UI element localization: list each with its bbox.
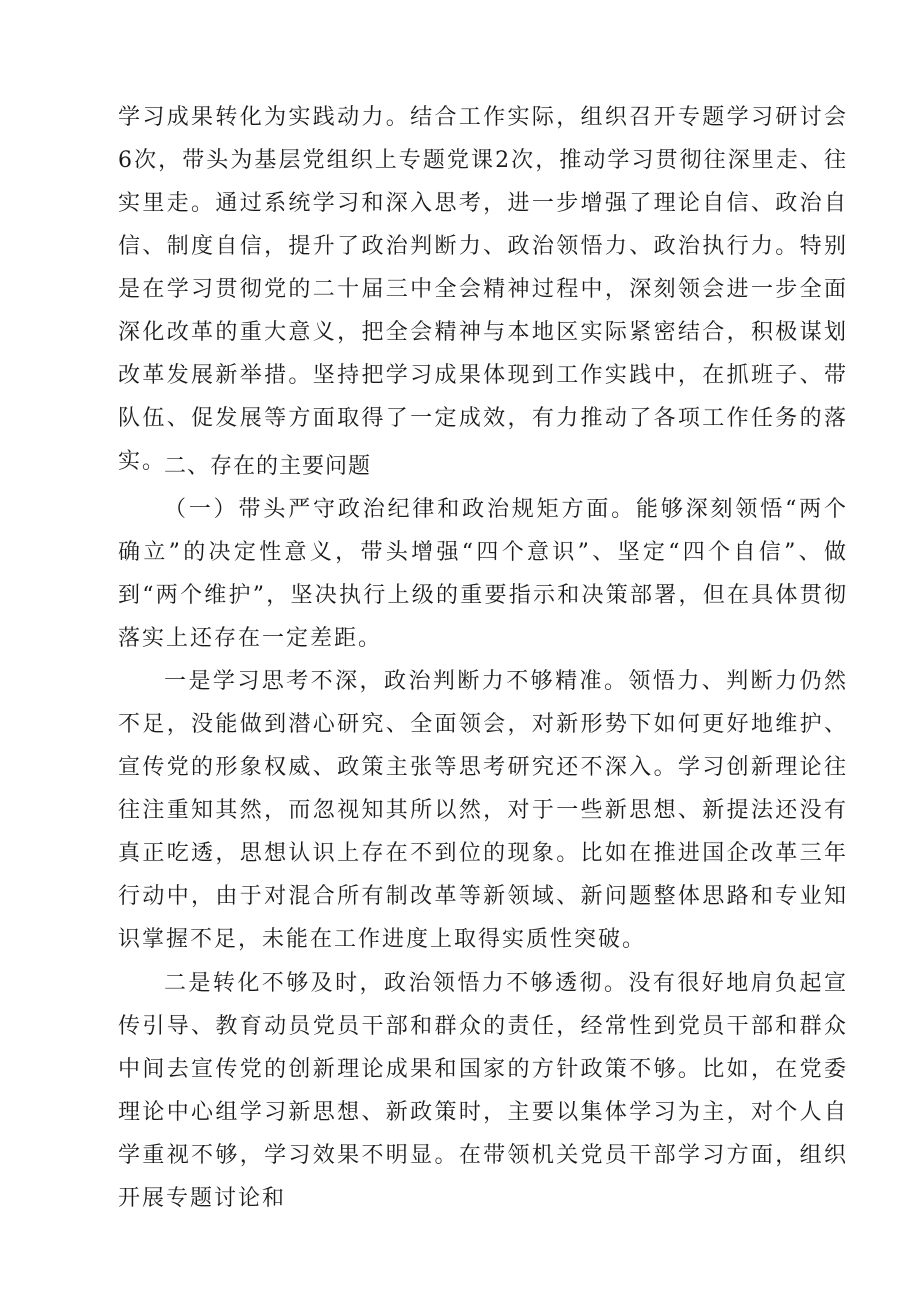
paragraph-point-two: 二是转化不够及时，政治领悟力不够透彻。没有很好地肩负起宣传引导、教育动员党员干部和群众的责任，经常性到党员干部和群众中间去宣传党的创新理论成果和国家的方针政策不够。比如，在党委理论中心组学习新思想、新政策时，主要以集体学习为主，对个人自学重视不够，学习效果不明显。在带领机关党员干部学习方面，组织开展专题讨论和 [118,971,848,1211]
text-block-point-two [118,962,848,1220]
paragraph-point-one: 一是学习思考不深，政治判断力不够精准。领悟力、判断力仍然不足，没能做到潜心研究、全面领会，对新形势下如何更好地维护、宣传党的形象权威、政策主张等思考研究还不深入。学习创新理论往往注重知其然，而忽视知其所以然，对于一些新思想、新提法还没有真正吃透，思想认识上存在不到位的现象。比如在推进国企改革三年行动中，由于对混合所有制改革等新领域、新问题整体思路和专业知识掌握不足，未能在工作进度上取得实质性突破。 [118,669,848,952]
text-block-problems [118,445,848,660]
paragraph-political-discipline: （一）带头严守政治纪律和政治规矩方面。能够深刻领悟“两个确立”的决定性意义，带头增强“四个意识”、坚定“四个自信”、做到“两个维护”，坚决执行上级的重要指示和决策部署，但在具体贯彻落实上还存在一定差距。 [118,497,848,651]
text-block-achievements [118,96,848,483]
section-heading-main-problems: 二、存在的主要问题 [164,454,372,479]
paragraph-learning-results: 学习成果转化为实践动力。结合工作实际，组织召开专题学习研讨会6次，带头为基层党组织上专题党课2次，推动学习贯彻往深里走、往实里走。通过系统学习和深入思考，进一步增强了理论自信、政治自信、制度自信，提升了政治判断力、政治领悟力、政治执行力。特别是在学习贯彻党的二十届三中全会精神过程中，深刻领会进一步全面深化改革的重大意义，把全会精神与本地区实际紧密结合，积极谋划改革发展新举措。坚持把学习成果体现到工作实践中，在抓班子、带队伍、促发展等方面取得了一定成效，有力推动了各项工作任务的落实。 [118,105,848,474]
text-block-point-one [118,660,848,961]
